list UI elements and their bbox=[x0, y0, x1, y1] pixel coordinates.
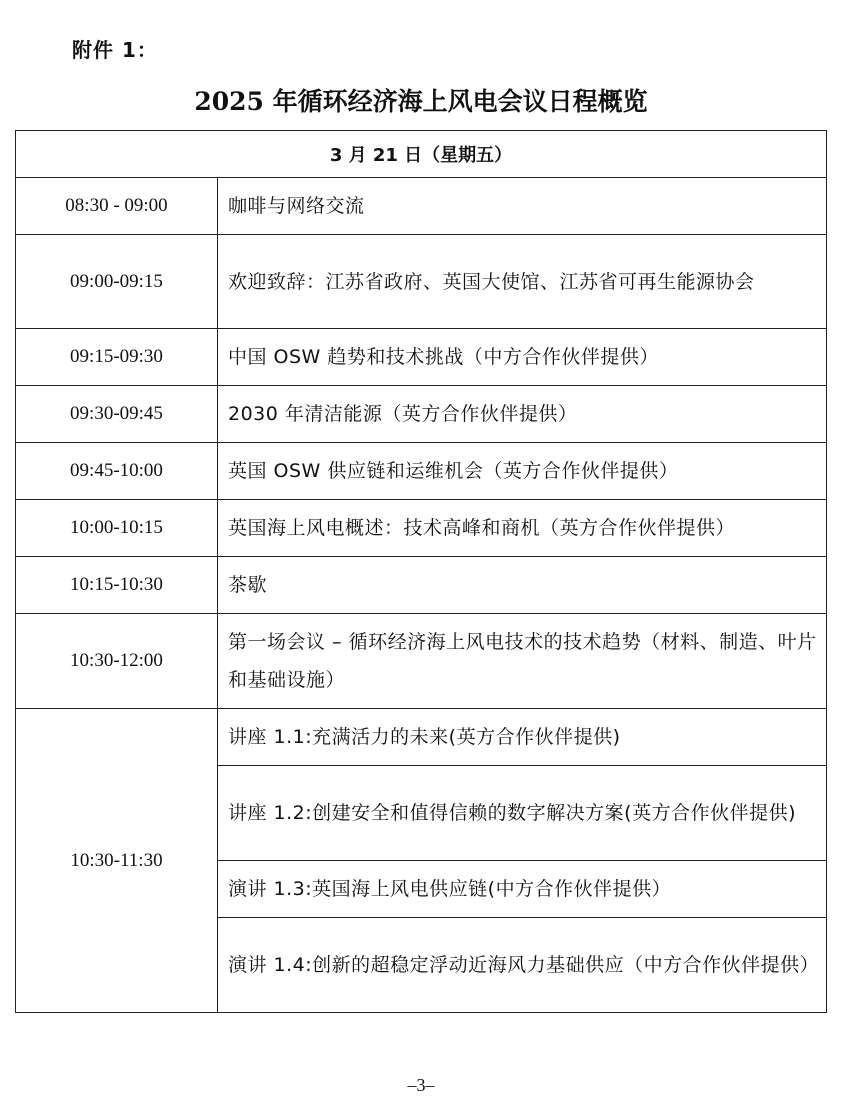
table-row bbox=[16, 386, 827, 443]
day-header: 3 月 21 日（星期五） bbox=[16, 131, 827, 178]
description-cell: 英国 OSW 供应链和运维机会（英方合作伙伴提供） bbox=[218, 443, 827, 500]
schedule-table bbox=[15, 130, 827, 1013]
description-cell: 中国 OSW 趋势和技术挑战（中方合作伙伴提供） bbox=[218, 329, 827, 386]
time-cell: 09:15-09:30 bbox=[16, 329, 218, 386]
session-row bbox=[16, 709, 827, 766]
description-cell: 2030 年清洁能源（英方合作伙伴提供） bbox=[218, 386, 827, 443]
session-item: 演讲 1.4:创新的超稳定浮动近海风力基础供应（中方合作伙伴提供） bbox=[218, 918, 827, 1013]
session-item: 讲座 1.1:充满活力的未来(英方合作伙伴提供) bbox=[218, 709, 827, 766]
description-cell: 茶歇 bbox=[218, 557, 827, 614]
session-item: 讲座 1.2:创建安全和值得信赖的数字解决方案(英方合作伙伴提供) bbox=[218, 766, 827, 861]
time-cell: 09:45-10:00 bbox=[16, 443, 218, 500]
table-row bbox=[16, 329, 827, 386]
document-title: 2025 年循环经济海上风电会议日程概览 bbox=[194, 87, 648, 116]
table-row bbox=[16, 614, 827, 709]
day-header-row bbox=[16, 131, 827, 178]
session-item: 演讲 1.3:英国海上风电供应链(中方合作伙伴提供） bbox=[218, 861, 827, 918]
table-row bbox=[16, 443, 827, 500]
time-cell: 09:00-09:15 bbox=[16, 235, 218, 329]
time-cell: 10:15-10:30 bbox=[16, 557, 218, 614]
session-time-cell: 10:30-11:30 bbox=[16, 709, 218, 1013]
attachment-label: 附件 1： bbox=[72, 38, 158, 62]
description-cell: 咖啡与网络交流 bbox=[218, 178, 827, 235]
description-cell: 第一场会议 – 循环经济海上风电技术的技术趋势（材料、制造、叶片和基础设施） bbox=[218, 614, 827, 709]
description-cell: 欢迎致辞：江苏省政府、英国大使馆、江苏省可再生能源协会 bbox=[218, 235, 827, 329]
description-cell: 英国海上风电概述：技术高峰和商机（英方合作伙伴提供） bbox=[218, 500, 827, 557]
time-cell: 09:30-09:45 bbox=[16, 386, 218, 443]
table-row bbox=[16, 557, 827, 614]
table-row bbox=[16, 235, 827, 329]
table-row bbox=[16, 178, 827, 235]
time-cell: 08:30 - 09:00 bbox=[16, 178, 218, 235]
time-cell: 10:30-12:00 bbox=[16, 614, 218, 709]
page-number: –3– bbox=[407, 1075, 435, 1095]
table-row bbox=[16, 500, 827, 557]
time-cell: 10:00-10:15 bbox=[16, 500, 218, 557]
